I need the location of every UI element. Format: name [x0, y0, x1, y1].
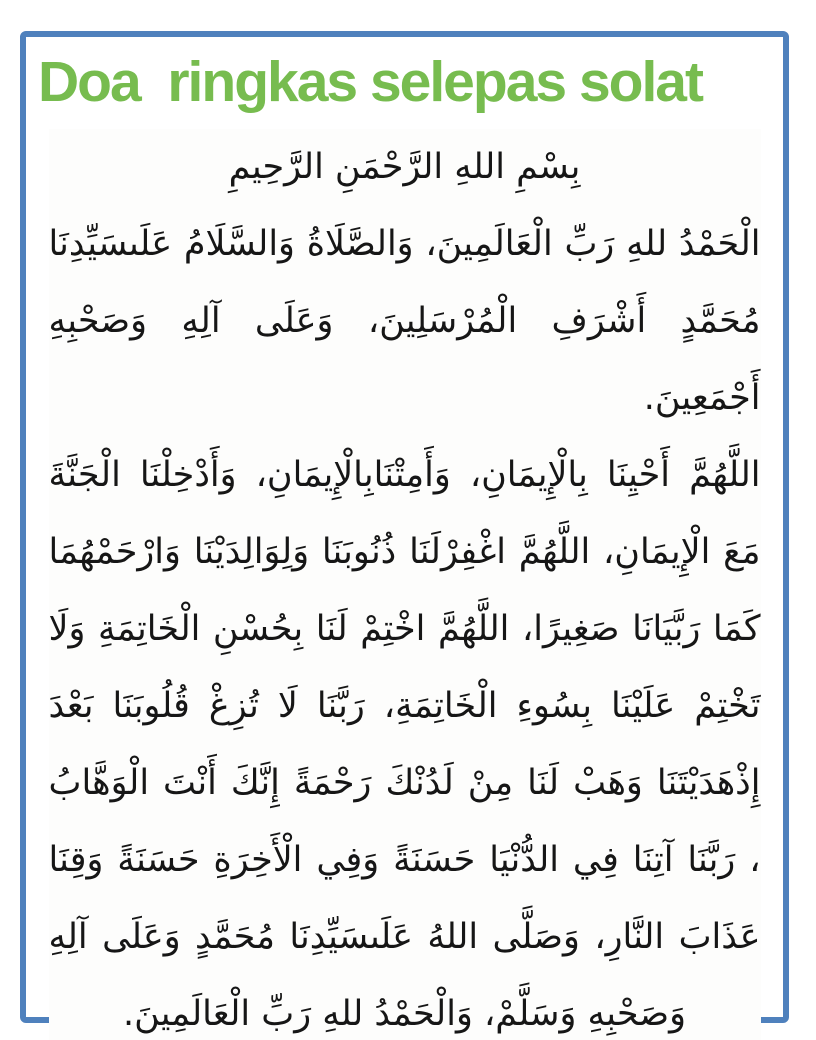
prayer-text-block: [49, 129, 761, 1040]
document-border-frame: [20, 31, 789, 1034]
prayer-line-4: اللَّهُمَّ أَحْيِنَا بِالْإِيمَانِ، وَأَمِتْنَابِالْإِيمَانِ، وَأَدْخِلْنَا الْجَنَّةَ: [48, 455, 761, 495]
prayer-line-7: تَخْتِمْ عَلَيْنَا بِسُوءِ الْخَاتِمَةِ، رَبَّنَا لَا تُزِغْ قُلُوبَنَا بَعْدَ: [48, 686, 761, 726]
prayer-line-10: عَذَابَ النَّارِ، وَصَلَّى اللهُ عَلَىسَيِّدِنَا مُحَمَّدٍ وَعَلَى آلِهِ: [48, 917, 761, 957]
prayer-line-3: مُحَمَّدٍ أَشْرَفِ الْمُرْسَلِينَ، وَعَلَى آلِهِ وَصَحْبِهِ أَجْمَعِينَ.: [48, 301, 761, 418]
prayer-line-6: كَمَا رَبَّيَانَا صَغِيرًا، اللَّهُمَّ اخْتِمْ لَنَا بِحُسْنِ الْخَاتِمَةِ وَلَا: [48, 609, 761, 649]
prayer-line-8: إِذْهَدَيْتَنَا وَهَبْ لَنَا مِنْ لَدُنْكَ رَحْمَةً إِنَّكَ أَنْتَ الْوَهَّابُ: [48, 763, 761, 803]
basmala-line: بِسْمِ اللهِ الرَّحْمَنِ الرَّحِيمِ: [228, 147, 581, 187]
prayer-line-2: الْحَمْدُ للهِ رَبِّ الْعَالَمِينَ، وَالصَّلَاةُ وَالسَّلَامُ عَلَىسَيِّدِنَا: [48, 224, 761, 264]
prayer-line-9: ، رَبَّنَا آتِنَا فِي الدُّنْيَا حَسَنَةً وَفِي الْأَخِرَةِ حَسَنَةً وَقِنَا: [48, 840, 761, 880]
prayer-closing-line: وَصَحْبِهِ وَسَلَّمْ، وَالْحَمْدُ للهِ رَبِّ الْعَالَمِينَ.: [122, 994, 687, 1034]
prayer-line-5: مَعَ الْإِيمَانِ، اللَّهُمَّ اغْفِرْلَنَا ذُنُوبَنَا وَلِوَالِدَيْنَا وَارْحَمْهُمَا: [48, 532, 761, 572]
page-title: Doa ringkas selepas solat: [38, 50, 702, 114]
